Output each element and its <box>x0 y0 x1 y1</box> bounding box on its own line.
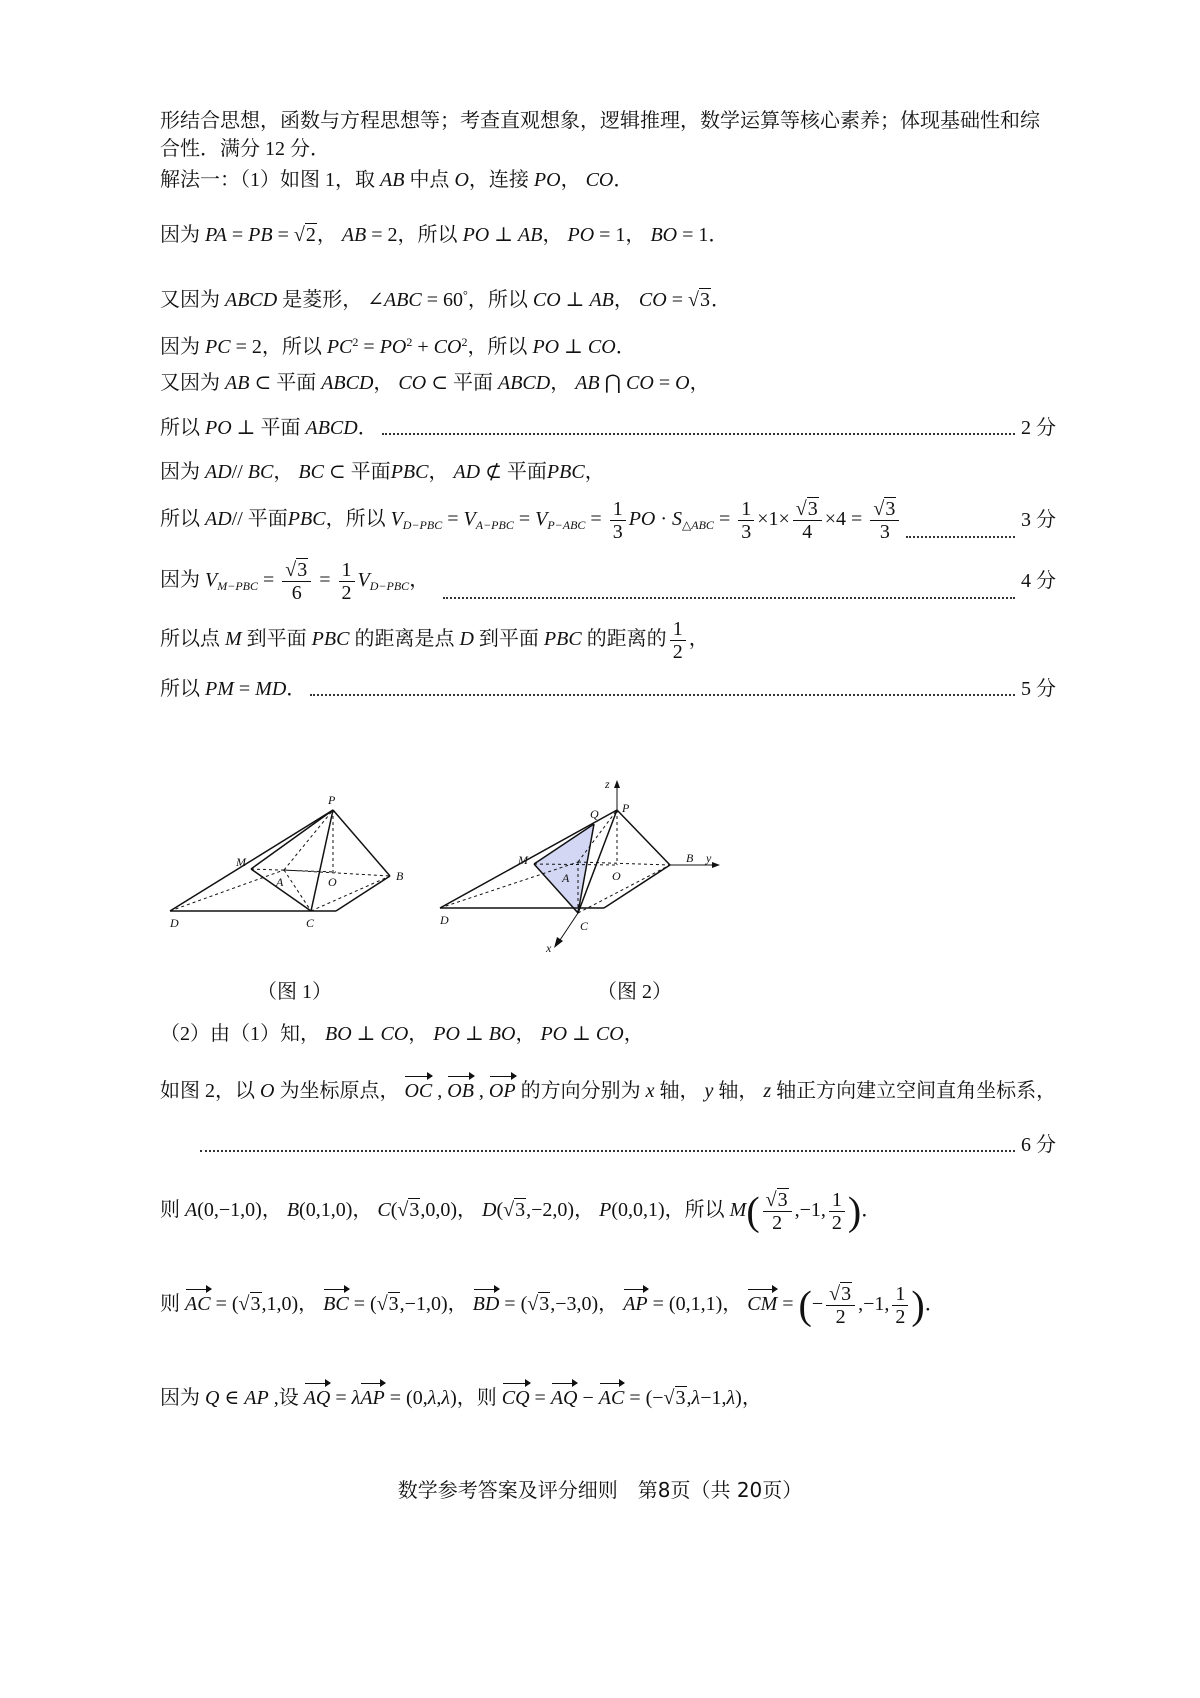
solution-line-10: 所以点 M 到平面 PBC 的距离是点 D 到平面 PBC 的距离的 $\frac{1}{2}$ ， <box>160 617 709 663</box>
score-4: 4 分 <box>1021 570 1056 592</box>
fig2-label-y: y <box>706 851 712 865</box>
fig1-label-P: P <box>328 793 336 807</box>
fig2-label-x: x <box>546 941 552 955</box>
fig1-label-O: O <box>328 875 337 889</box>
figure-1-caption: （图 1） <box>257 981 332 1003</box>
fig2-label-z: z <box>605 778 610 791</box>
dot-leader <box>310 680 1015 696</box>
score-6: 6 分 <box>1021 1134 1056 1156</box>
fig2-label-C: C <box>580 919 589 933</box>
solution-line-1: 解法一：（1）如图 1，取 AB 中点 O，连接 PO， CO． <box>160 169 634 191</box>
dot-leader <box>382 419 1015 435</box>
figure-2 <box>430 778 730 958</box>
fig1-label-B: B <box>396 869 404 883</box>
dot-leader <box>200 1136 1015 1152</box>
fig1-label-D: D <box>170 916 179 930</box>
solution-line-4: 因为 PC = 2，所以 $PC^2 = PO^2 + CO^2$，所以 PO ⊥ CO． <box>160 335 636 358</box>
fig2-shaded-triangle <box>534 824 594 913</box>
fig2-label-D: D <box>440 913 449 927</box>
solution-line-14: 则 A(0,−1,0)， B(0,1,0)， C(√3,0,0)， D(√3,−2,0)， P(0,0,1)，所以 M( $\frac{√3}{2}$ ,−1, $\frac{1}{2}$ )． <box>160 1188 882 1234</box>
score-2: 2 分 <box>1021 417 1056 439</box>
solution-line-16: 因为 Q ∈ AP ,设 AQ = λAP = (0,λ,λ)，则 CQ = AQ − AC = (−√3,λ−1,λ)， <box>160 1384 1056 1412</box>
solution-line-13-score <box>200 1131 1056 1159</box>
dot-leader <box>443 583 1015 599</box>
solution-line-5: 又因为 AB ⊂ 平面 ABCD， CO ⊂ 平面 ABCD， AB ⋂ CO = O， <box>160 372 710 394</box>
fig1-label-M: M <box>236 855 246 869</box>
score-3: 3 分 <box>1021 509 1056 531</box>
fig2-label-Q: Q <box>590 807 599 821</box>
intro-paragraph: 形结合思想，函数与方程思想等；考查直观想象，逻辑推理，数学运算等核心素养；体现基础性和综合性．满分 12 分． <box>160 110 1040 160</box>
figure-1 <box>160 780 420 930</box>
solution-line-13: 如图 2，以 O 为坐标原点， OC , OB , OP 的方向分别为 x 轴， y 轴， z 轴正方向建立空间直角坐标系， <box>160 1077 1056 1105</box>
solution-line-7: 因为 AD// BC， BC ⊂ 平面PBC， AD ⊄ 平面PBC， <box>160 461 605 483</box>
page-footer: 数学参考答案及评分细则 第8页（共 20页） <box>397 1478 803 1502</box>
fig2-label-M: M <box>518 853 528 867</box>
fig2-label-B: B <box>686 851 694 865</box>
score-5: 5 分 <box>1021 678 1056 700</box>
solution-line-6: 所以 PO ⊥ 平面 ABCD． 2 分 <box>160 414 1056 442</box>
fig2-label-O: O <box>612 869 621 883</box>
figure-2-caption: （图 2） <box>597 981 672 1003</box>
fig2-label-A: A <box>562 871 570 885</box>
solution-line-15: 则 AC = (√3,1,0)， BC = (√3,−1,0)， BD = (√3,−3,0)， AP = (0,1,1)， CM = (− $\frac{√3}{2}$ ,−1, $\frac{1}{2}$ )． <box>160 1282 945 1328</box>
solution-line-8: 所以 AD// 平面PBC，所以 $V_{D-PBC} = V_{A-PBC} = V_{P-ABC}$ = $\frac{1}{3}$ PO · $S_{\triangle ABC}$ = $\frac{1}{3}$ ×1× $\frac{√3}{4}$ ×4 = $\frac{√3}{3}$ 3 分 <box>160 497 1056 543</box>
fig1-label-C: C <box>306 916 315 930</box>
fig1-label-A: A <box>276 875 284 889</box>
dot-leader <box>906 522 1015 538</box>
solution-line-12: （2）由（1）知， BO ⊥ CO， PO ⊥ BO， PO ⊥ CO， <box>160 1023 644 1045</box>
solution-line-3: 又因为 ABCD 是菱形， ∠ABC = 60°，所以 CO ⊥ AB， CO = √3． <box>160 288 731 311</box>
fig2-label-P: P <box>622 801 630 815</box>
solution-line-9: 因为 $V_{M-PBC}$ = $\frac{√3}{6}$ = $\frac{1}{2}$ $V_{D-PBC}$， 4 分 <box>160 558 1056 604</box>
solution-line-2: 因为 PA = PB = √2， AB = 2，所以 PO ⊥ AB， PO = 1， BO = 1． <box>160 224 729 246</box>
solution-line-11: 所以 PM = MD． 5 分 <box>160 675 1056 703</box>
